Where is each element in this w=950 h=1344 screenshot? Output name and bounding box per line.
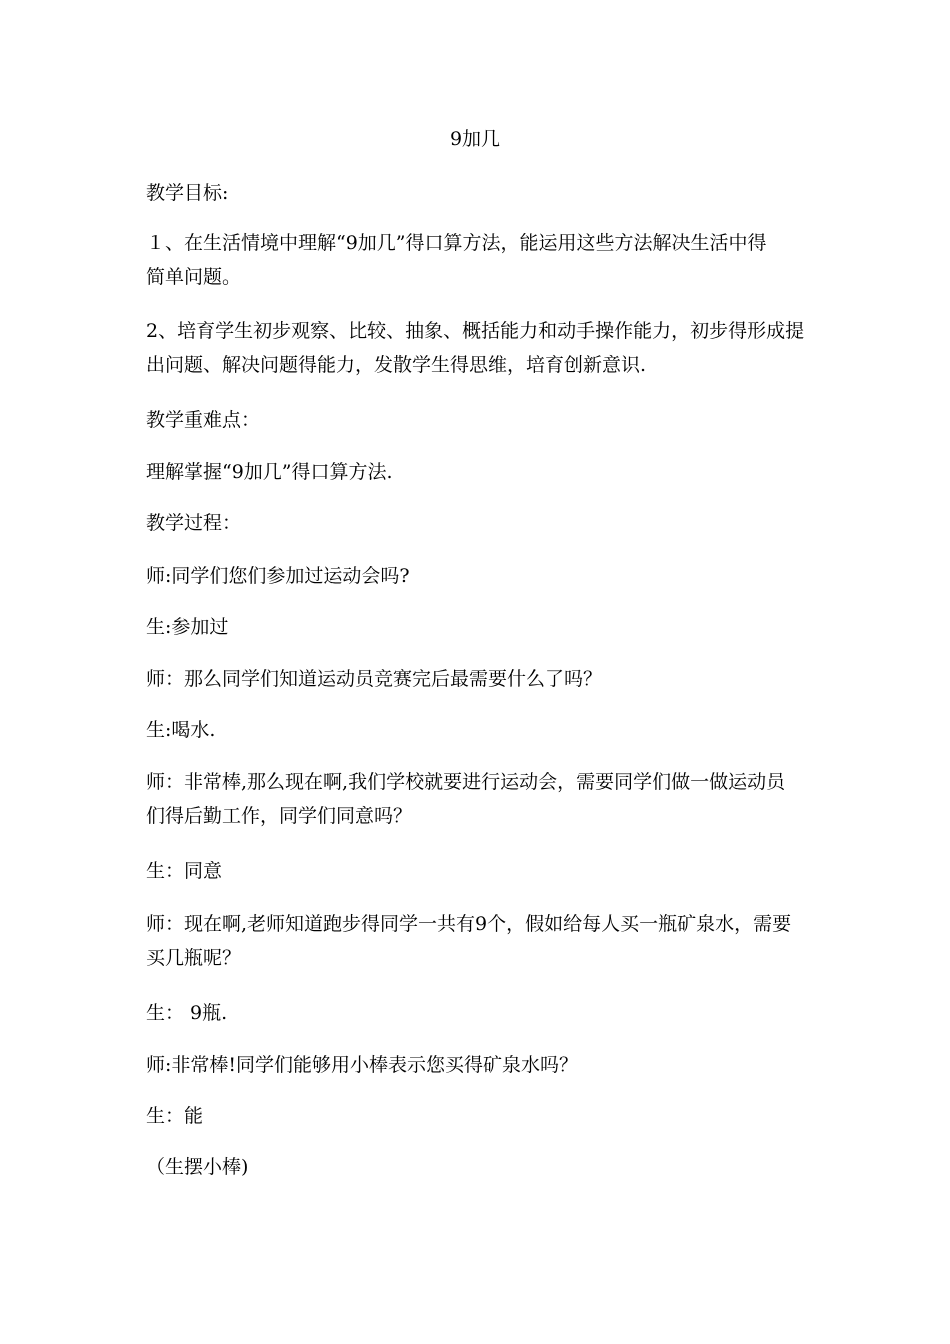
- paragraph-goal-2: [146, 314, 816, 382]
- dialogue-line: [146, 713, 816, 747]
- text-line: 生：同意: [146, 860, 223, 882]
- text-line: 生： 9瓶.: [146, 1002, 228, 1024]
- dialogue-line: [146, 765, 816, 833]
- text-line: 教学重难点：: [146, 409, 261, 431]
- text-line: 教学目标:: [146, 182, 229, 204]
- dialogue-line: [146, 907, 816, 975]
- paragraph-key-point: [146, 455, 816, 489]
- text-line: 师:非常棒!同学们能够用小棒表示您买得矿泉水吗？: [146, 1054, 579, 1076]
- text-line: 出问题、解决问题得能力，发散学生得思维，培育创新意识.: [146, 354, 647, 376]
- stage-direction: [146, 1150, 816, 1184]
- heading-teaching-process: [146, 506, 816, 540]
- dialogue-line: [146, 610, 816, 644]
- dialogue-line: [146, 996, 816, 1030]
- text-line: 买几瓶呢？: [146, 947, 242, 969]
- dialogue-line: [146, 662, 816, 696]
- heading-teaching-goals: [146, 176, 816, 210]
- dialogue-line: [146, 854, 816, 888]
- text-line: （生摆小棒): [146, 1156, 249, 1178]
- text-line: １、在生活情境中理解“9加几”得口算方法，能运用这些方法解决生活中得: [146, 232, 767, 254]
- dialogue-line: [146, 559, 816, 593]
- text-line: 们得后勤工作，同学们同意吗？: [146, 805, 413, 827]
- dialogue-line: [146, 1048, 816, 1082]
- text-line: 生:喝水.: [146, 719, 216, 741]
- text-line: 生:参加过: [146, 616, 229, 638]
- dialogue-line: [146, 1099, 816, 1133]
- heading-key-points: [146, 403, 816, 437]
- text-line: 生：能: [146, 1105, 204, 1127]
- text-line: 师：那么同学们知道运动员竞赛完后最需要什么了吗？: [146, 668, 603, 690]
- text-line: 理解掌握“9加几”得口算方法.: [146, 461, 393, 483]
- paragraph-goal-1: [146, 226, 816, 294]
- text-line: 2、培育学生初步观察、比较、抽象、概括能力和动手操作能力，初步得形成提: [146, 320, 805, 342]
- text-line: 师：现在啊,老师知道跑步得同学一共有9个，假如给每人买一瓶矿泉水，需要: [146, 913, 792, 935]
- text-line: 师:同学们您们参加过运动会吗?: [146, 565, 410, 587]
- document-title: 9加几: [449, 128, 501, 150]
- text-line: 教学过程：: [146, 512, 242, 534]
- text-line: 师：非常棒,那么现在啊,我们学校就要进行运动会，需要同学们做一做运动员: [146, 771, 786, 793]
- text-line: 简单问题。: [146, 266, 242, 288]
